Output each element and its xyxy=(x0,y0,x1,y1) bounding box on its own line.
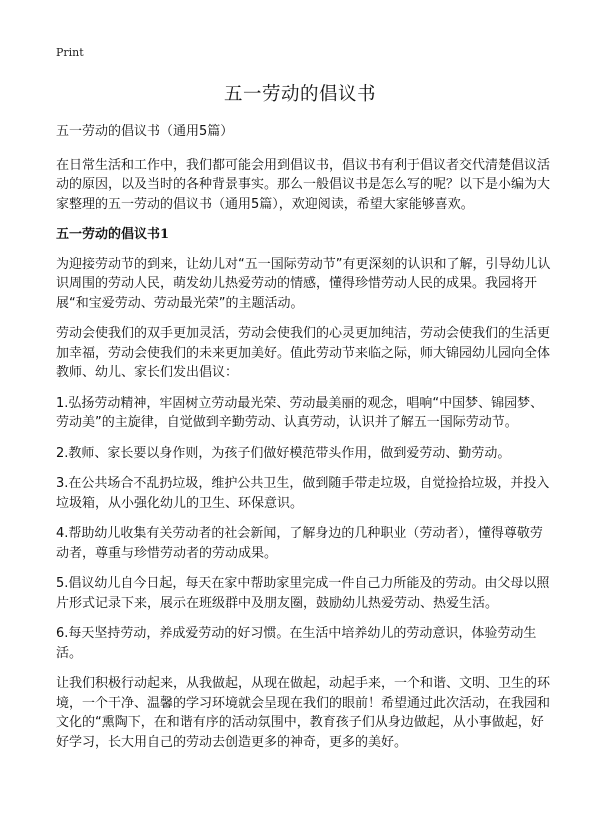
document-body xyxy=(56,122,552,763)
list-item-4: 4.帮助幼儿收集有关劳动者的社会新闻，了解身边的几种职业（劳动者），懂得尊敬劳动者，尊重与珍惜劳动者的劳动成果。 xyxy=(56,526,543,561)
list-item-3: 3.在公共场合不乱扔垃圾，维护公共卫生，做到随手带走垃圾，自觉捡拾垃圾，并投入垃圾箱，从小强化幼儿的卫生、环保意识。 xyxy=(56,476,550,511)
body-paragraph: 劳动会使我们的双手更加灵活，劳动会使我们的心灵更加纯洁，劳动会使我们的生活更加幸福，劳动会使我们的未来更加美好。值此劳动节来临之际，师大锦园幼儿园向全体教师、幼儿、家长们发出倡议： xyxy=(56,326,551,380)
document-subtitle: 五一劳动的倡议书（通用5篇） xyxy=(56,124,234,139)
section-heading: 五一劳动的倡议书1 xyxy=(56,227,170,242)
document-title: 五一劳动的倡议书 xyxy=(223,84,376,105)
body-paragraph: 为迎接劳动节的到来，让幼儿对“五一国际劳动节”有更深刻的认识和了解，引导幼儿认识周围的劳动人民，萌发幼儿热爱劳动的情感，懂得珍惜劳动人民的成果。我园将开展“和宝爱劳动、劳动最光荣”的主题活动。 xyxy=(56,256,551,311)
intro-paragraph: 在日常生活和工作中，我们都可能会用到倡议书，倡议书有利于倡议者交代清楚倡议活动的原因，以及当时的各种背景事实。那么一般倡议书是怎么写的呢？以下是小编为大家整理的五一劳动的倡议书（通用5篇），欢迎阅读，希望大家能够喜欢。 xyxy=(56,157,551,212)
closing-paragraph: 让我们积极行动起来，从我做起，从现在做起，动起手来，一个和谐、文明、卫生的环境，一个干净、温馨的学习环境就会呈现在我们的眼前！希望通过此次活动，在我园和文化的“熏陶下，在和谐有序的活动氛围中，教育孩子们从身边做起，从小事做起，好好学习，长大用自己的劳动去创造更多的神奇，更多的美好。 xyxy=(56,676,551,750)
list-item-6: 6.每天坚持劳动，养成爱劳动的好习惯。在生活中培养幼儿的劳动意识，体验劳动生活。 xyxy=(56,626,537,661)
print-link[interactable]: Print xyxy=(56,46,84,59)
list-item-2: 2.教师、家长要以身作则，为孩子们做好模范带头作用，做到爱劳动、勤劳动。 xyxy=(56,445,511,461)
list-item-1: 1.弘扬劳动精神，牢固树立劳动最光荣、劳动最美丽的观念，唱响“中国梦、锦园梦、劳动美”的主旋律，自觉做到辛勤劳动、认真劳动，认识并了解五一国际劳动节。 xyxy=(56,395,544,430)
list-item-5: 5.倡议幼儿自今日起，每天在家中帮助家里完成一件自己力所能及的劳动。由父母以照片形式记录下来，展示在班级群中及朋友圈，鼓励幼儿热爱劳动、热爱生活。 xyxy=(56,576,550,611)
